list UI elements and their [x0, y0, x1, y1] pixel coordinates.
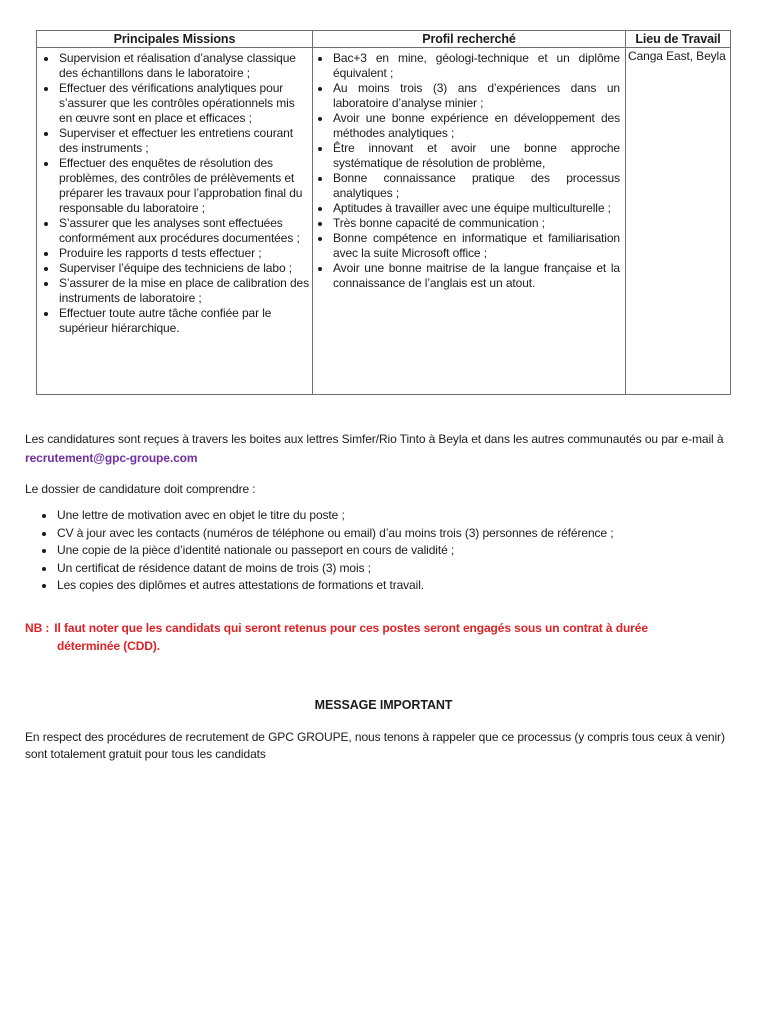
profil-list — [315, 51, 623, 291]
message-important-title: MESSAGE IMPORTANT — [314, 698, 453, 712]
mission-item: • Effectuer toute autre tâche confiée par le supérieur hiérarchique. — [58, 306, 310, 336]
profil-item: • Très bonne capacité de communication ; — [332, 216, 623, 231]
dossier-item: • Une copie de la pièce d’identité nationale ou passeport en cours de validité ; — [56, 542, 742, 560]
mission-item: • Effectuer des vérifications analytiques pour s’assurer que les contrôles opérationnels mis en œuvre sont en place et efficaces ; — [58, 81, 310, 126]
profil-item: • Bonne connaissance pratique des processus analytiques ; — [332, 171, 623, 201]
job-details-table — [36, 30, 731, 395]
nb-text: Il faut noter que les candidats qui seront retenus pour ces postes seront engagés sous un contrat à durée déterminée (CDD). — [54, 621, 648, 653]
profil-item: • Bac+3 en mine, géologi-technique et un diplôme équivalent ; — [332, 51, 623, 81]
applications-paragraph — [25, 430, 745, 467]
closing-paragraph: En respect des procédures de recrutement de GPC GROUPE, nous tenons à rappeler que ce processus (y compris tous ceux à venir) sont totalement gratuit pour tous les candidats — [25, 730, 725, 761]
work-location-value: Canga East, Beyla — [628, 49, 726, 63]
dossier-item: • Les copies des diplômes et autres attestations de formations et travail. — [56, 577, 742, 595]
dossier-item: • CV à jour avec les contacts (numéros de téléphone ou email) d’au moins trois (3) personnes de référence ; — [56, 525, 742, 543]
mission-item: • Produire les rapports d tests effectuer ; — [58, 246, 310, 261]
mission-item: • Superviser et effectuer les entretiens courant des instruments ; — [58, 126, 310, 156]
lieu-cell — [626, 48, 731, 395]
missions-list — [39, 51, 310, 336]
col-header-principales-missions: Principales Missions — [37, 31, 313, 48]
dossier-intro: Le dossier de candidature doit comprendre : — [25, 482, 256, 496]
profil-cell — [313, 48, 626, 395]
mission-item: • Effectuer des enquêtes de résolution des problèmes, des contrôles de prélèvements et préparer les travaux pour l’approbation final du responsable du laboratoire ; — [58, 156, 310, 216]
applications-text: Les candidatures sont reçues à travers les boites aux lettres Simfer/Rio Tinto à Beyla et dans les autres communautés ou par e-mail à — [25, 432, 724, 446]
mission-item: • S’assurer que les analyses sont effectuées conformément aux procédures documentées ; — [58, 216, 310, 246]
recruitment-email-link[interactable]: recrutement@gpc-groupe.com — [25, 451, 198, 465]
dossier-item: • Un certificat de résidence datant de moins de trois (3) mois ; — [56, 560, 742, 578]
profil-item: • Bonne compétence en informatique et familiarisation avec la suite Microsoft office ; — [332, 231, 623, 261]
table-header-row — [37, 31, 731, 48]
table-body-row — [37, 48, 731, 395]
profil-item: • Être innovant et avoir une bonne approche systématique de résolution de problème, — [332, 141, 623, 171]
profil-item: • Aptitudes à travailler avec une équipe multiculturelle ; — [332, 201, 623, 216]
dossier-list — [25, 507, 742, 595]
col-header-lieu-de-travail: Lieu de Travail — [626, 31, 731, 48]
profil-item: • Avoir une bonne maitrise de la langue française et la connaissance de l’anglais est un atout. — [332, 261, 623, 291]
col-header-profil-recherche: Profil recherché — [313, 31, 626, 48]
profil-item: • Avoir une bonne expérience en développement des méthodes analytiques ; — [332, 111, 623, 141]
mission-item: • Supervision et réalisation d’analyse classique des échantillons dans le laboratoire ; — [58, 51, 310, 81]
mission-item: • S’assurer de la mise en place de calibration des instruments de laboratoire ; — [58, 276, 310, 306]
nb-label: NB : — [25, 621, 50, 635]
dossier-item: • Une lettre de motivation avec en objet le titre du poste ; — [56, 507, 742, 525]
mission-item: • Superviser l’équipe des techniciens de labo ; — [58, 261, 310, 276]
nb-note — [25, 619, 687, 655]
profil-item: • Au moins trois (3) ans d’expériences dans un laboratoire d’analyse minier ; — [332, 81, 623, 111]
missions-cell — [37, 48, 313, 395]
